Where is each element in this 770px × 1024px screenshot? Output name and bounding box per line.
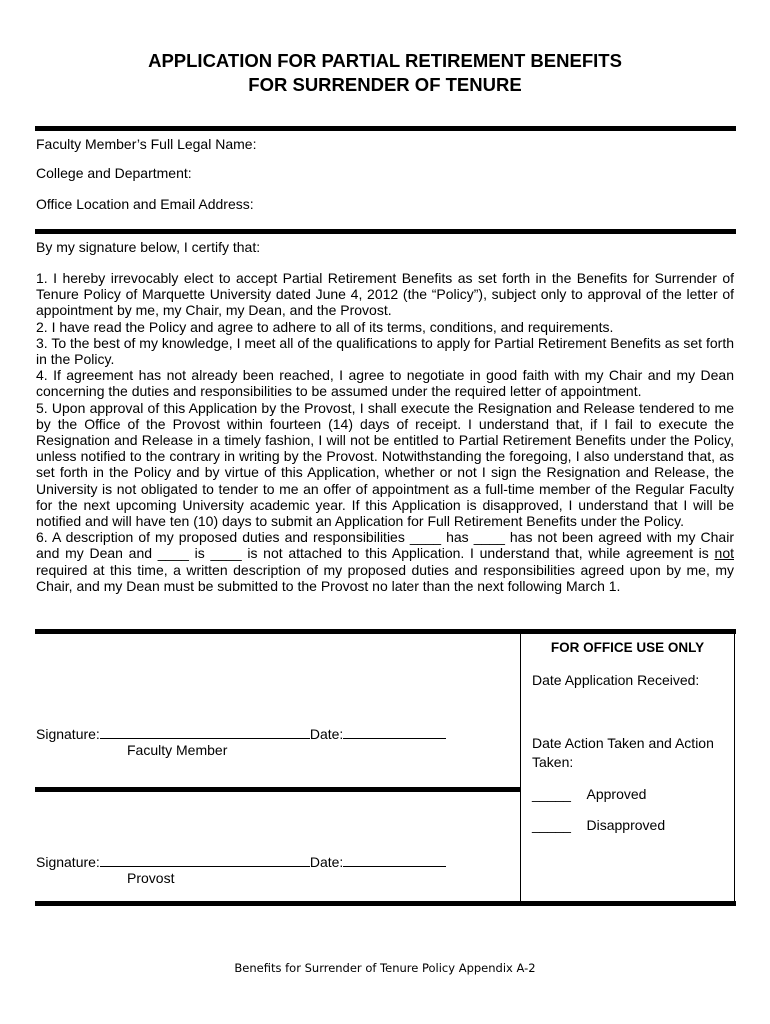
- provost-signature-row[interactable]: [36, 854, 446, 870]
- item-1: 1. I hereby irrevocably elect to accept Partial Retirement Benefits as set forth in the Benefits for Surrender of Tenure Policy of Marquette University dated June 4, 2012 (the “Policy”), subject only to approval of the letter of appointment by me, my Chair, my Dean, and the Provost.: [36, 270, 734, 319]
- provost-date-label: Date:: [309, 854, 344, 870]
- faculty-signature-row[interactable]: [36, 726, 446, 742]
- divider-bottom: [35, 901, 736, 906]
- office-use-only-box: [520, 634, 735, 904]
- approved-option[interactable]: [532, 785, 646, 804]
- faculty-signature-line[interactable]: [100, 726, 310, 739]
- disapproved-option[interactable]: [532, 816, 665, 835]
- provost-signature-label: Signature:: [36, 854, 100, 870]
- disapproved-blank[interactable]: _____: [532, 817, 571, 833]
- provost-signature-line[interactable]: [100, 854, 310, 867]
- faculty-date-line[interactable]: [343, 726, 446, 739]
- date-action-taken-label-2: Taken:: [532, 754, 574, 770]
- office-email-field-label[interactable]: Office Location and Email Address:: [36, 196, 254, 212]
- provost-date-line[interactable]: [343, 854, 446, 867]
- item-2: 2. I have read the Policy and agree to adhere to all of its terms, conditions, and requirements.: [36, 318, 614, 335]
- divider-middle: [35, 229, 736, 234]
- disapproved-label: Disapproved: [586, 817, 666, 833]
- item-6-text-b: required at this time, a written description of my proposed duties and responsibilities agreed upon by me, my Chair, and my Dean must be submitted to the Provost no later than the next following March 1.: [36, 561, 734, 594]
- divider-top: [35, 126, 736, 131]
- certification-items: [36, 270, 734, 594]
- date-application-received-label[interactable]: Date Application Received:: [532, 672, 700, 688]
- date-action-taken-label-1[interactable]: Date Action Taken and Action: [532, 735, 714, 751]
- faculty-member-caption: Faculty Member: [127, 742, 228, 758]
- faculty-signature-label: Signature:: [36, 726, 100, 742]
- item-3: 3. To the best of my knowledge, I meet all of the qualifications to apply for Partial Retirement Benefits as set forth in the Policy.: [36, 334, 734, 368]
- divider-signature-middle: [35, 787, 521, 792]
- page-footer: Benefits for Surrender of Tenure Policy Appendix A-2: [234, 961, 536, 975]
- approved-blank[interactable]: _____: [532, 786, 571, 802]
- item-4: 4. If agreement has not already been reached, I agree to negotiate in good faith with my Chair and my Dean concerning the duties and responsibilities to be assumed under the required letter of appointment.: [36, 367, 734, 400]
- approved-label: Approved: [586, 786, 647, 802]
- certify-statement: By my signature below, I certify that:: [36, 239, 261, 255]
- item-5: 5. Upon approval of this Application by the Provost, I shall execute the Resignation and Release tendered to me by the Office of the Provost within fourteen (14) days of receipt. I understand that, if I fail to execute the Resignation and Release in a timely fashion, I will not be entitled to Partial Retirement Benefits under the Policy, unless notified to the contrary in writing by the Provost. Notwithstanding the foregoing, I also understand that, as set forth in the Policy and by virtue of this Application, whether or not I sign the Resignation and Release, the University is not obligated to tender to me an offer of appointment as a full-time member of the Regular Faculty for the next upcoming University academic year. If this Application is disapproved, I understand that I will be notified and will have ten (10) days to submit an Application for Full Retirement Benefits under the Policy.: [36, 399, 734, 530]
- item-6-text-a: 6. A description of my proposed duties and responsibilities ____ has ____ has not been agreed with my Chair and my Dean and ____ is ____ is not attached to this Application. I understand that, while agreement is: [36, 529, 734, 562]
- full-name-field-label[interactable]: Faculty Member’s Full Legal Name:: [36, 136, 257, 152]
- faculty-date-label: Date:: [309, 726, 344, 742]
- college-department-field-label[interactable]: College and Department:: [36, 165, 192, 181]
- item-6: [36, 529, 734, 594]
- item-6-emphasis-not: not: [714, 545, 734, 562]
- office-use-heading: FOR OFFICE USE ONLY: [550, 640, 705, 655]
- form-title-line-1: APPLICATION FOR PARTIAL RETIREMENT BENEFITS: [148, 50, 622, 71]
- form-title-line-2: FOR SURRENDER OF TENURE: [248, 74, 522, 95]
- provost-caption: Provost: [127, 870, 175, 886]
